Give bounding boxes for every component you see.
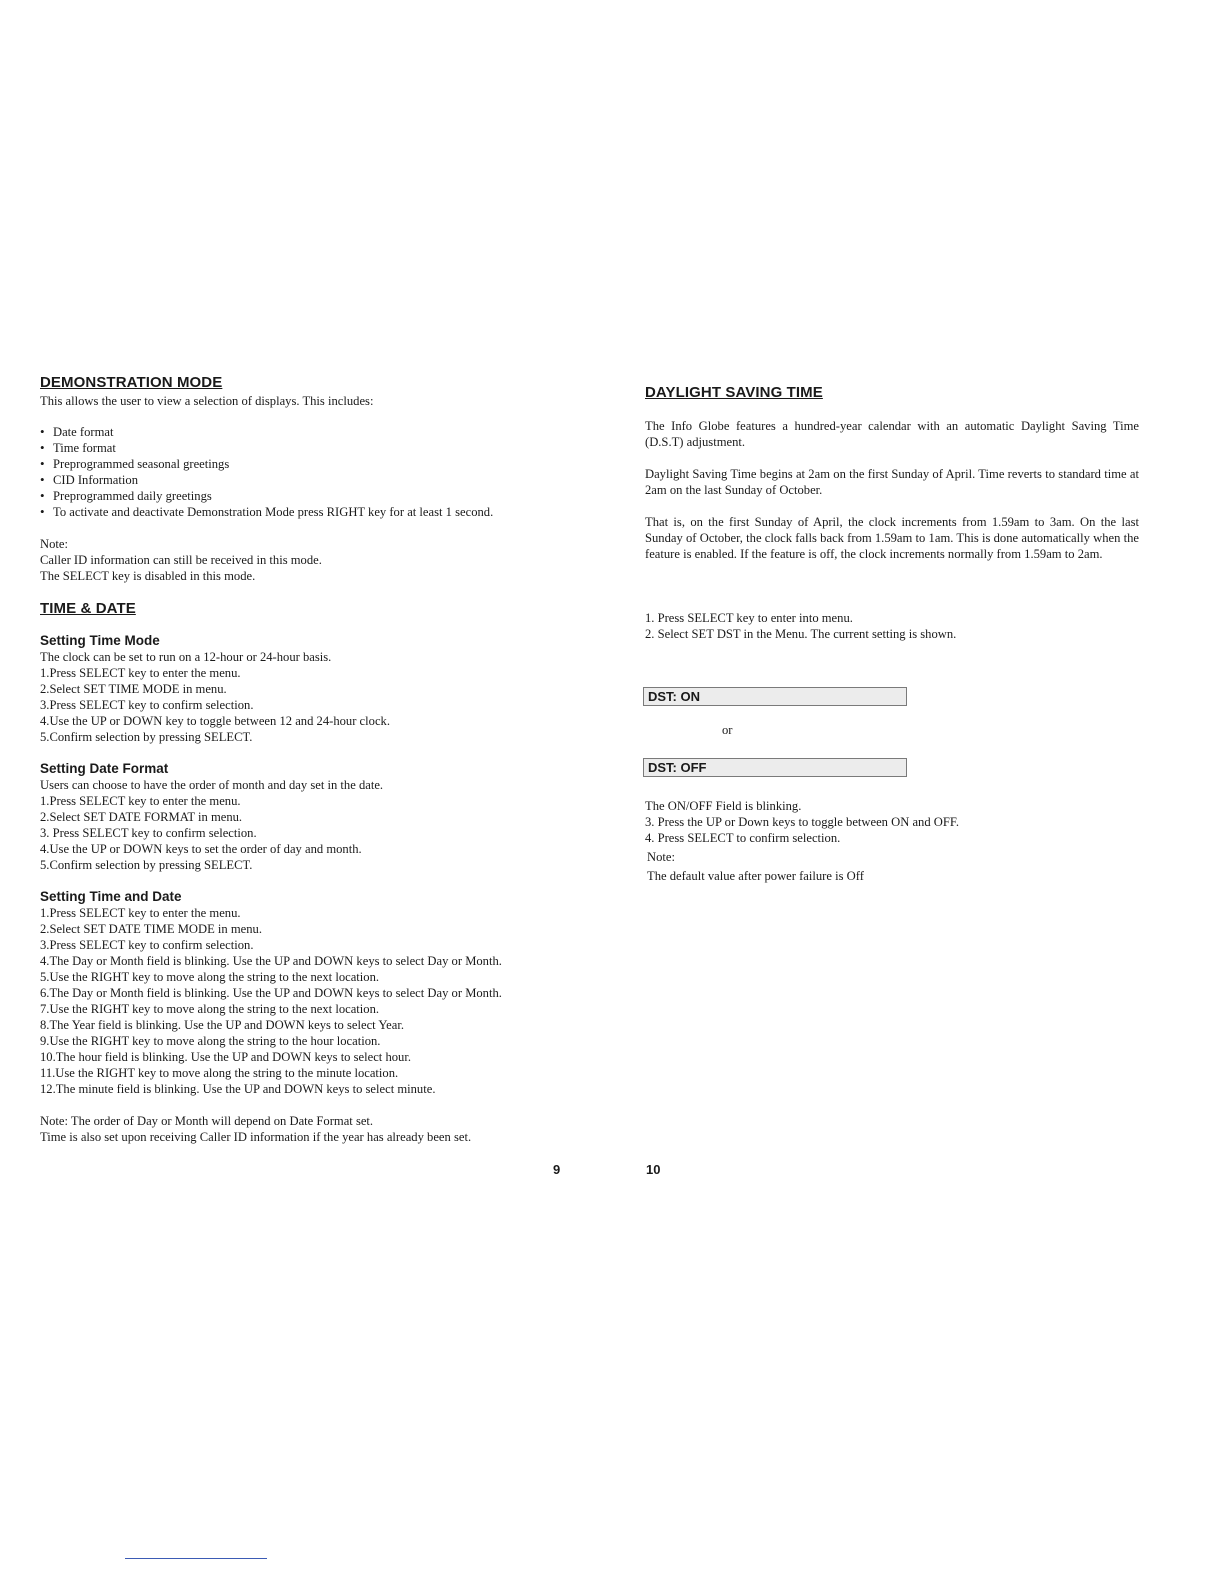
- page-number-left: 9: [553, 1162, 561, 1177]
- text-line: 8.The Year field is blinking. Use the UP and DOWN keys to select Year.: [40, 1018, 404, 1032]
- text-line: 3. Press SELECT key to confirm selection.: [40, 826, 257, 840]
- list-item: • Preprogrammed seasonal greetings: [40, 456, 493, 472]
- note-line: Caller ID information can still be received in this mode.: [40, 553, 322, 567]
- setting-date-format-text: [40, 777, 383, 873]
- list-item: • To activate and deactivate Demonstration Mode press RIGHT key for at least 1 second.: [40, 504, 493, 520]
- text-line: 4.Use the UP or DOWN keys to set the order of day and month.: [40, 842, 362, 856]
- text-line: 2.Select SET DATE TIME MODE in menu.: [40, 922, 263, 936]
- text-line: 12.The minute field is blinking. Use the UP and DOWN keys to select minute.: [40, 1082, 436, 1096]
- setting-time-and-date-text: [40, 905, 502, 1097]
- note-line: The SELECT key is disabled in this mode.: [40, 569, 256, 583]
- text-line: 11.Use the RIGHT key to move along the string to the minute location.: [40, 1066, 399, 1080]
- note-line: Time is also set upon receiving Caller ID information if the year has already been set.: [40, 1130, 472, 1144]
- step-line: 2. Select SET DST in the Menu. The current setting is shown.: [645, 627, 957, 641]
- dst-on-display: DST: ON: [643, 687, 907, 706]
- text-line: 5.Confirm selection by pressing SELECT.: [40, 730, 253, 744]
- text-line: 4.The Day or Month field is blinking. Use the UP and DOWN keys to select Day or Month.: [40, 954, 502, 968]
- list-item: • CID Information: [40, 472, 493, 488]
- note-label: Note:: [40, 537, 68, 551]
- dst-off-display: DST: OFF: [643, 758, 907, 777]
- setting-time-mode-text: [40, 649, 390, 745]
- text-line: 3.Press SELECT key to confirm selection.: [40, 938, 254, 952]
- list-item: • Date format: [40, 424, 493, 440]
- demonstration-mode-heading: DEMONSTRATION MODE: [40, 374, 223, 391]
- text-line: 7.Use the RIGHT key to move along the string to the next location.: [40, 1002, 380, 1016]
- dst-note-text: The default value after power failure is Off: [647, 869, 864, 883]
- setting-date-format-heading: Setting Date Format: [40, 761, 169, 776]
- or-text: or: [722, 723, 733, 737]
- dst-note-label: Note:: [647, 850, 675, 864]
- text-line: 1.Press SELECT key to enter the menu.: [40, 906, 241, 920]
- text-line: 2.Select SET TIME MODE in menu.: [40, 682, 227, 696]
- setting-time-and-date-heading: Setting Time and Date: [40, 889, 182, 904]
- note-line: Note: The order of Day or Month will depend on Date Format set.: [40, 1114, 374, 1128]
- demo-notes: [40, 536, 322, 584]
- text-line: The ON/OFF Field is blinking.: [645, 799, 802, 813]
- bottom-divider: [125, 1558, 267, 1559]
- text-line: 10.The hour field is blinking. Use the UP and DOWN keys to select hour.: [40, 1050, 411, 1064]
- demo-bullet-list: [40, 424, 493, 520]
- dst-paragraph-2: Daylight Saving Time begins at 2am on the first Sunday of April. Time reverts to standard time at 2am on the last Sunday of October.: [645, 467, 1139, 497]
- demo-intro: This allows the user to view a selection of displays. This includes:: [40, 394, 374, 408]
- daylight-saving-time-heading: DAYLIGHT SAVING TIME: [645, 384, 823, 401]
- dst-steps-1-2: [645, 610, 956, 642]
- step-line: 1. Press SELECT key to enter into menu.: [645, 611, 853, 625]
- text-line: 9.Use the RIGHT key to move along the string to the hour location.: [40, 1034, 381, 1048]
- list-item: • Time format: [40, 440, 493, 456]
- text-line: 4.Use the UP or DOWN key to toggle between 12 and 24-hour clock.: [40, 714, 390, 728]
- dst-paragraph-1: The Info Globe features a hundred-year calendar with an automatic Daylight Saving Time (D.S.T) adjustment.: [645, 419, 1139, 449]
- text-line: 5.Use the RIGHT key to move along the string to the next location.: [40, 970, 380, 984]
- text-line: 2.Select SET DATE FORMAT in menu.: [40, 810, 243, 824]
- text-line: 1.Press SELECT key to enter the menu.: [40, 794, 241, 808]
- dst-steps-3-4: [645, 798, 959, 846]
- text-line: 3.Press SELECT key to confirm selection.: [40, 698, 254, 712]
- text-line: The clock can be set to run on a 12-hour or 24-hour basis.: [40, 650, 332, 664]
- time-date-heading: TIME & DATE: [40, 600, 136, 617]
- list-item: • Preprogrammed daily greetings: [40, 488, 493, 504]
- time-date-footer-notes: [40, 1113, 471, 1145]
- dst-paragraph-3: That is, on the first Sunday of April, the clock increments from 1.59am to 3am. On the last Sunday of October, the clock falls back from 1.59am to 1am. This is done automatically when the feature is enabled. If the feature is off, the clock increments normally from 1.59am to 2am.: [645, 515, 1139, 561]
- text-line: Users can choose to have the order of month and day set in the date.: [40, 778, 384, 792]
- setting-time-mode-heading: Setting Time Mode: [40, 633, 160, 648]
- text-line: 5.Confirm selection by pressing SELECT.: [40, 858, 253, 872]
- text-line: 6.The Day or Month field is blinking. Use the UP and DOWN keys to select Day or Month.: [40, 986, 502, 1000]
- text-line: 1.Press SELECT key to enter the menu.: [40, 666, 241, 680]
- step-line: 4. Press SELECT to confirm selection.: [645, 831, 841, 845]
- step-line: 3. Press the UP or Down keys to toggle between ON and OFF.: [645, 815, 960, 829]
- page-number-right: 10: [646, 1162, 661, 1177]
